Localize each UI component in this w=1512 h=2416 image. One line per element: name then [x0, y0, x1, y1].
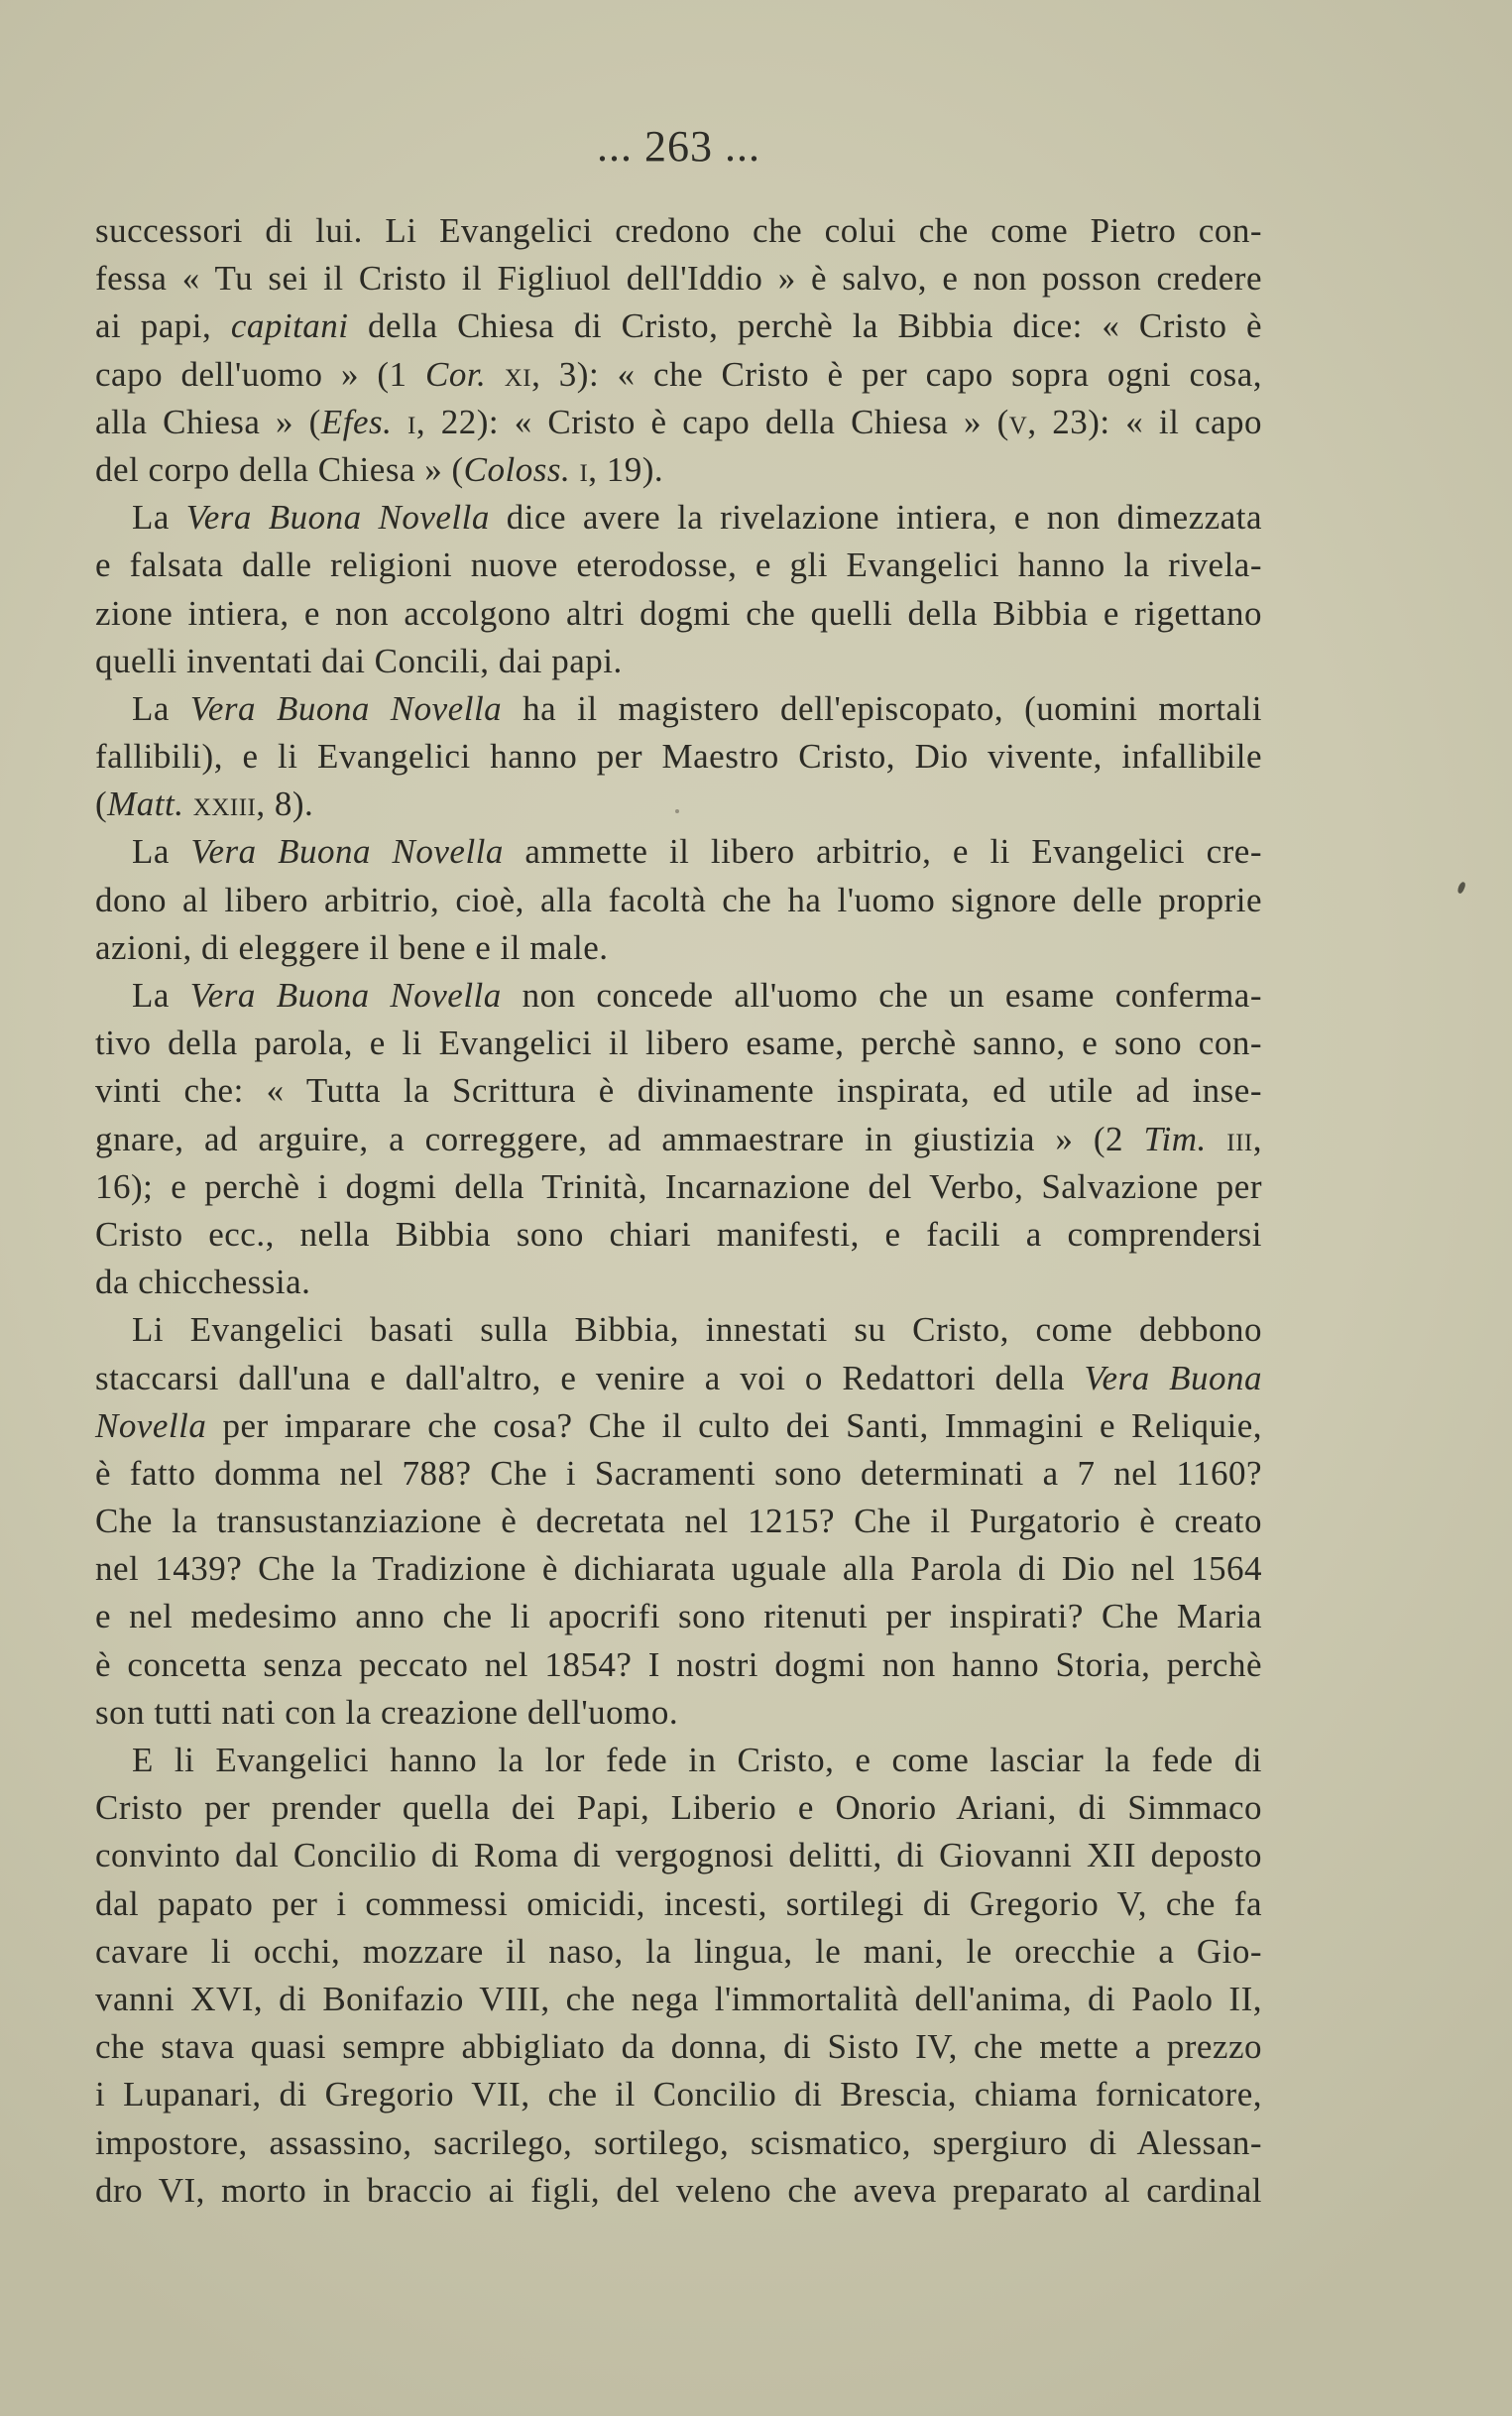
text-line: [95, 972, 1262, 1020]
italic-text: Matt.: [107, 785, 184, 824]
text-line: quelli inventati dai Concili, dai papi.: [95, 641, 623, 680]
text-line: vanni XVI, di Bonifazio VIII, che nega l'immortalità dell'anima, di Paolo II,: [95, 1979, 1262, 2018]
text-line: [95, 1116, 1262, 1163]
text-line: 16); e perchè i dogmi della Trinità, Incarnazione del Verbo, Salvazione per: [95, 1166, 1262, 1206]
text-line: cavare li occhi, mozzare il naso, la lingua, le mani, le orecchie a Gio-: [95, 1931, 1262, 1971]
text-segment: ,: [1252, 1119, 1262, 1158]
italic-text: Vera Buona Novella: [185, 498, 490, 538]
text-segment: per imparare che cosa? Che il culto dei Santi, Immagini e Reliquie,: [206, 1405, 1262, 1445]
text-segment: La: [132, 498, 186, 538]
text-line: E li Evangelici hanno la lor fede in Cristo, e come lasciar la fede di: [132, 1741, 1262, 1779]
text-line: Cristo ecc., nella Bibbia sono chiari manifesti, e facili a comprendersi: [95, 1214, 1262, 1254]
text-line: [95, 685, 1262, 733]
text-line: fallibili), e li Evangelici hanno per Maestro Cristo, Dio vivente, infallibile: [95, 737, 1262, 777]
text-line: [95, 399, 1262, 446]
italic-text: Coloss.: [463, 449, 571, 489]
text-line: da chicchessia.: [95, 1263, 311, 1302]
italic-text: Vera Buona Novella: [190, 832, 504, 872]
italic-text: Vera Buona Novella: [189, 688, 503, 728]
text-segment: La: [132, 688, 190, 728]
text-segment: La: [132, 976, 190, 1015]
text-line: Che la transustanziazione è decretata nel 1215? Che il Purgatorio è creato: [95, 1502, 1262, 1541]
text-line: è fatto domma nel 788? Che i Sacramenti sono determinati a 7 nel 1160?: [95, 1453, 1262, 1493]
body-text: [95, 207, 1262, 2215]
roman-numeral: xi: [486, 354, 532, 394]
text-line: impostore, assassino, sacrilego, sortilego, scismatico, spergiuro di Alessan-: [95, 2122, 1262, 2162]
italic-text: capitani: [230, 306, 349, 346]
text-line: dono al libero arbitrio, cioè, alla facoltà che ha l'uomo signore delle proprie: [95, 880, 1262, 919]
text-line: vinti che: « Tutta la Scrittura è divinamente inspirata, ed utile ad inse-: [95, 1071, 1262, 1111]
text-line: [95, 446, 1262, 494]
text-segment: ammette il libero arbitrio, e li Evangelici cre-: [503, 832, 1262, 872]
text-line: fessa « Tu sei il Cristo il Figliuol dell'Iddio » è salvo, e non posson credere: [95, 259, 1262, 299]
paper-speck: [675, 809, 679, 813]
text-segment: , 8).: [256, 785, 314, 824]
text-line: [95, 781, 1262, 828]
text-segment: , 22): « Cristo è capo della Chiesa » (: [415, 402, 1009, 441]
text-line: [95, 828, 1262, 876]
text-segment: , 23): « il capo: [1027, 402, 1263, 441]
text-line: nel 1439? Che la Tradizione è dichiarata uguale alla Parola di Dio nel 1564: [95, 1549, 1262, 1589]
italic-text: Efes.: [320, 402, 393, 441]
text-line: [95, 494, 1262, 542]
roman-numeral: i: [570, 449, 589, 489]
text-line: [95, 302, 1262, 350]
text-line: Li Evangelici basati sulla Bibbia, innestati su Cristo, come debbono: [132, 1310, 1262, 1350]
text-line: zione intiera, e non accolgono altri dogmi che quelli della Bibbia e rigettano: [95, 593, 1262, 633]
italic-text: Vera Buona: [1084, 1358, 1262, 1397]
italic-text: Cor.: [424, 354, 487, 394]
text-segment: ha il magistero dell'episcopato, (uomini mortali: [502, 688, 1262, 728]
text-line: successori di lui. Li Evangelici credono che colui che come Pietro con-: [95, 211, 1262, 250]
roman-numeral: i: [392, 402, 416, 441]
text-segment: alla Chiesa » (: [95, 402, 321, 441]
text-segment: dice avere la rivelazione intiera, e non dimezzata: [489, 498, 1262, 538]
text-line: e nel medesimo anno che li apocrifi sono ritenuti per inspirati? Che Maria: [95, 1597, 1262, 1636]
text-line: [95, 1355, 1262, 1402]
text-line: [95, 351, 1262, 399]
text-line: [95, 1402, 1262, 1450]
text-line: tivo della parola, e li Evangelici il libero esame, perchè sanno, e sono con-: [95, 1024, 1262, 1063]
italic-text: Tim.: [1143, 1119, 1207, 1158]
text-segment: capo dell'uomo » (1: [95, 354, 425, 394]
ink-speck: [1456, 881, 1467, 894]
italic-text: Vera Buona Novella: [189, 976, 502, 1015]
text-line: e falsata dalle religioni nuove eterodosse, e gli Evangelici hanno la rivela-: [95, 545, 1262, 585]
text-line: è concetta senza peccato nel 1854? I nostri dogmi non hanno Storia, perchè: [95, 1644, 1262, 1684]
text-line: Cristo per prender quella dei Papi, Liberio e Onorio Ariani, di Simmaco: [95, 1788, 1262, 1828]
page-number-header: ... 263 ...: [597, 122, 760, 171]
text-line: dal papato per i commessi omicidi, incesti, sortilegi di Gregorio V, che fa: [95, 1883, 1262, 1923]
roman-numeral: xxiii: [183, 785, 257, 824]
text-line: convinto dal Concilio di Roma di vergognosi delitti, di Giovanni XII deposto: [95, 1836, 1262, 1875]
text-segment: gnare, ad arguire, a correggere, ad ammaestrare in giustizia » (2: [95, 1119, 1144, 1158]
text-segment: (: [95, 785, 108, 824]
text-segment: della Chiesa di Cristo, perchè la Bibbia dice: « Cristo è: [348, 306, 1262, 346]
text-segment: del corpo della Chiesa » (: [95, 449, 464, 489]
text-line: i Lupanari, di Gregorio VII, che il Concilio di Brescia, chiama fornicatore,: [95, 2075, 1262, 2114]
text-line: che stava quasi sempre abbigliato da donna, di Sisto IV, che mette a prezzo: [95, 2027, 1262, 2067]
text-segment: La: [132, 832, 191, 872]
italic-text: Novella: [95, 1405, 207, 1445]
roman-numeral: v: [1008, 402, 1028, 441]
text-segment: non concede all'uomo che un esame conferma-: [501, 976, 1262, 1015]
text-segment: staccarsi dall'una e dall'altro, e venire a voi o Redattori della: [95, 1358, 1085, 1397]
text-line: son tutti nati con la creazione dell'uomo.: [95, 1692, 679, 1732]
text-line: dro VI, morto in braccio ai figli, del veleno che aveva preparato al cardinal: [95, 2170, 1262, 2210]
text-segment: , 3): « che Cristo è per capo sopra ogni cosa,: [531, 354, 1262, 394]
text-segment: ai papi,: [95, 306, 231, 346]
text-line: azioni, di eleggere il bene e il male.: [95, 927, 609, 967]
roman-numeral: iii: [1206, 1119, 1253, 1158]
text-segment: , 19).: [588, 449, 664, 489]
